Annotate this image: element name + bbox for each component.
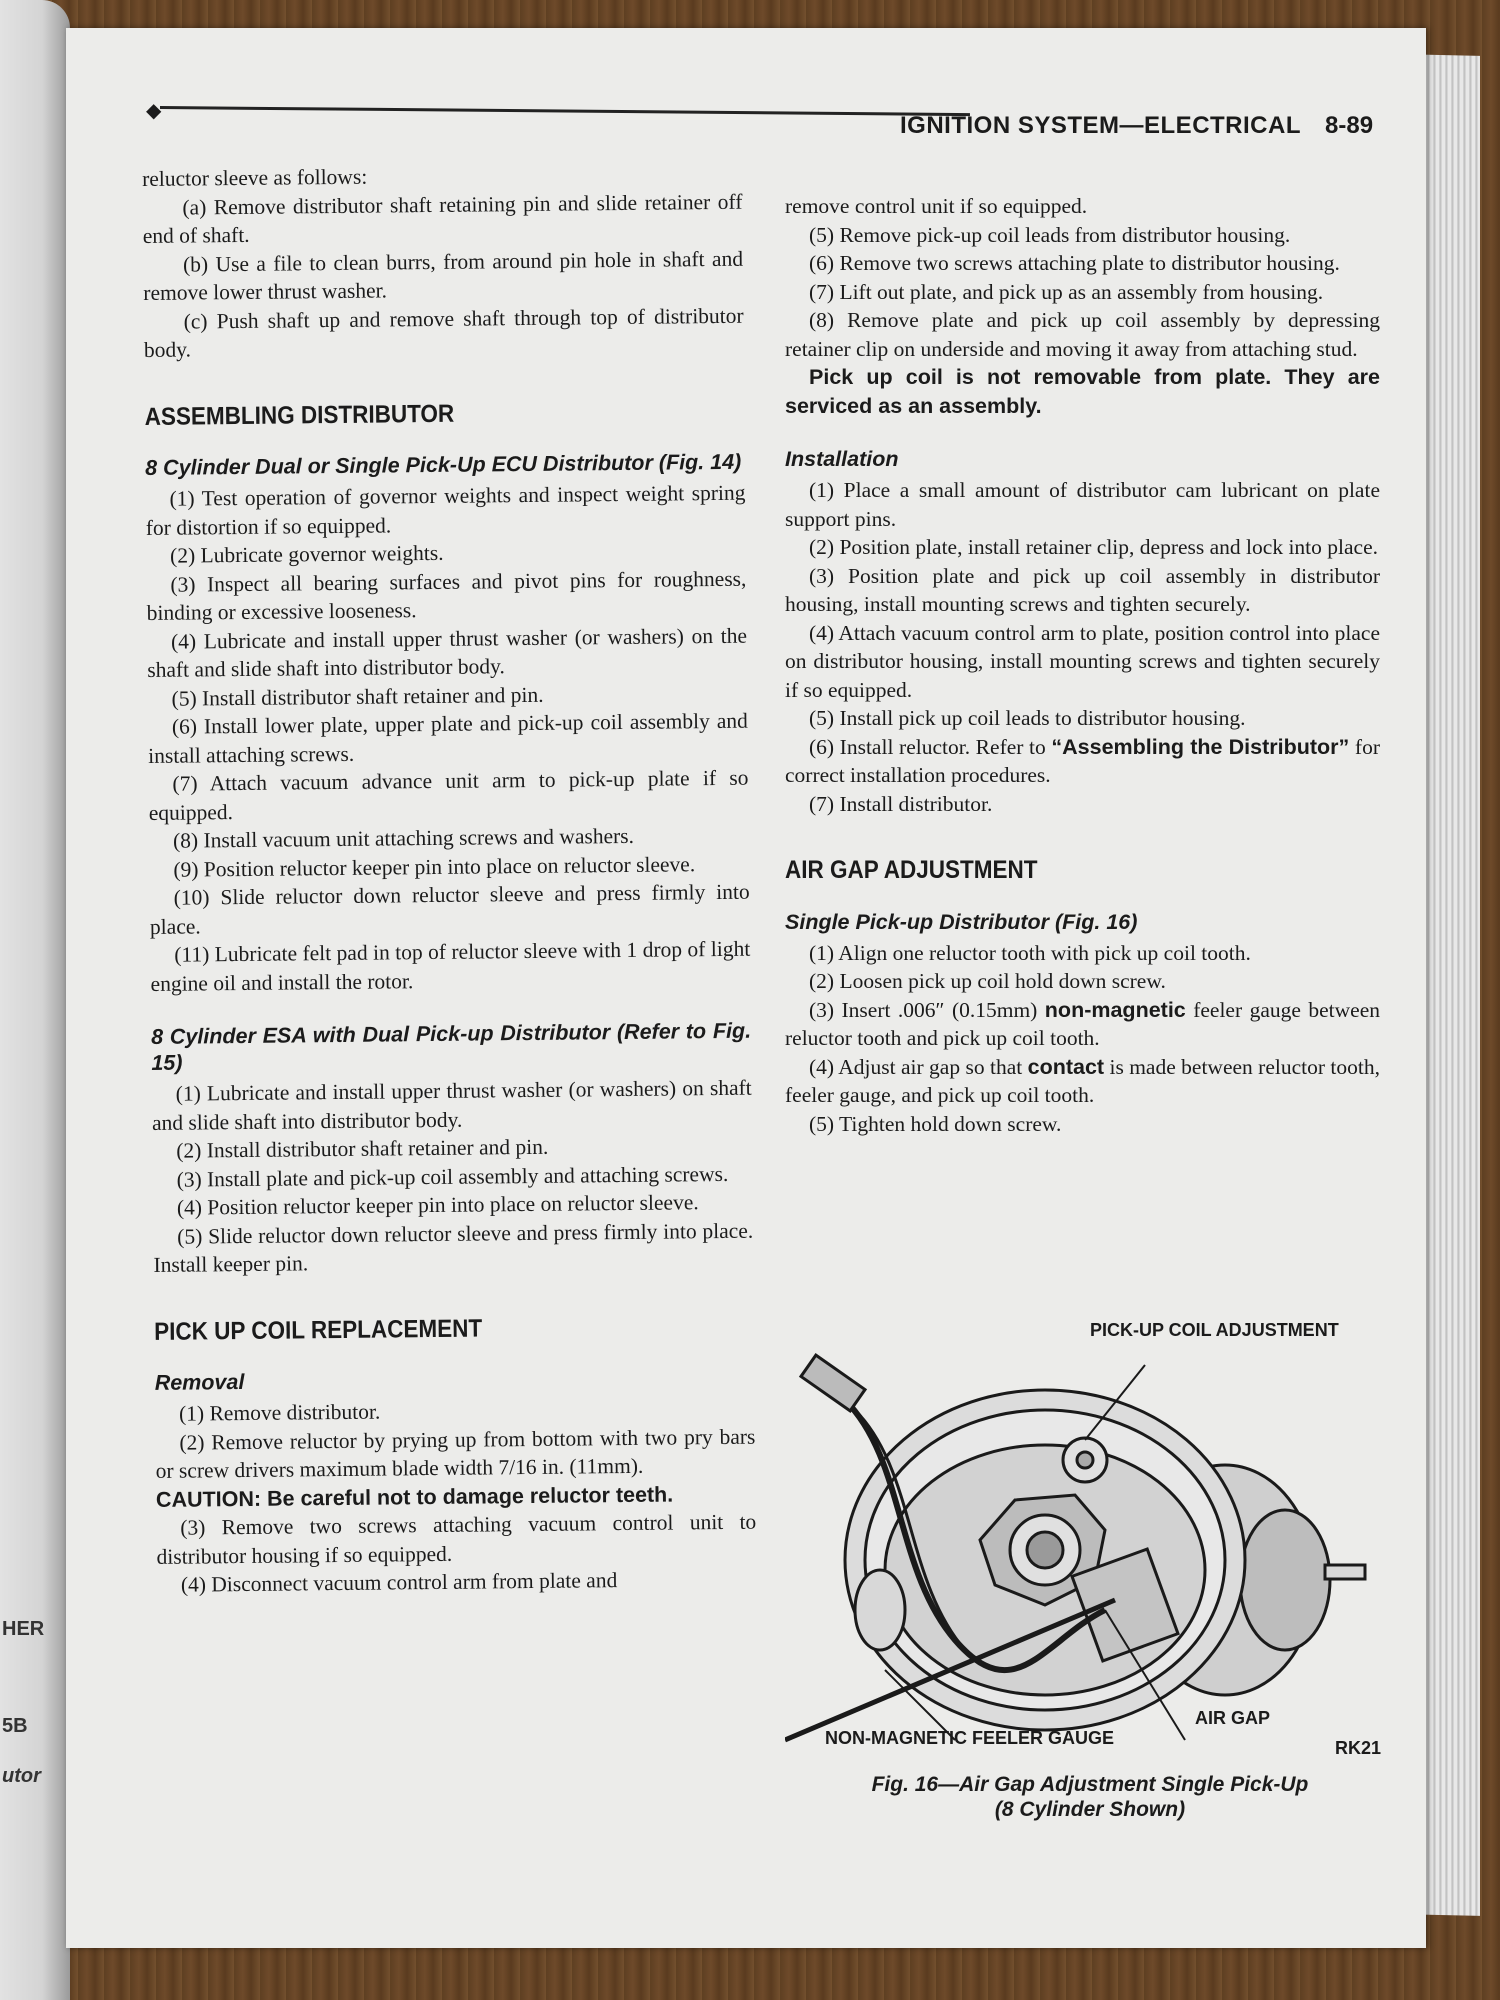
subsection-heading: 8 Cylinder ESA with Dual Pick-up Distributor (Refer to Fig. 15)	[151, 1018, 752, 1075]
section-heading: PICK UP COIL REPLACEMENT	[154, 1314, 483, 1346]
step-text: feeler gauge between reluctor tooth and pick up coil tooth.	[785, 997, 1380, 1050]
step-text: is made between reluctor tooth, feeler gauge, and pick up coil tooth.	[785, 1054, 1380, 1107]
subsection-heading: Removal	[154, 1369, 245, 1395]
label-pickup-coil-adjustment: PICK-UP COIL ADJUSTMENT	[1090, 1320, 1339, 1340]
step: (c) Push shaft up and remove shaft through top of distributor body.	[143, 303, 744, 362]
facing-page-text: utor	[2, 1765, 41, 1787]
right-column	[785, 192, 1380, 1138]
subsection-heading: Single Pick-up Distributor (Fig. 16)	[785, 909, 1138, 934]
step: (3) Position plate and pick up coil assembly in distributor housing, install mounting screws and tighten securely.	[785, 563, 1380, 616]
step: (7) Lift out plate, and pick up as an assembly from housing.	[809, 279, 1324, 304]
step-text: (4) Adjust air gap so that	[809, 1054, 1028, 1079]
figure-caption	[800, 1772, 1380, 1822]
step: (3) Inspect all bearing surfaces and pivot pins for roughness, binding or excessive looseness.	[146, 566, 747, 625]
step: (2) Loosen pick up coil hold down screw.	[809, 969, 1166, 993]
caption-line: Fig. 16—Air Gap Adjustment Single Pick-Up	[871, 1773, 1309, 1796]
facing-page-text: HER	[2, 1618, 45, 1640]
running-header-title: IGNITION SYSTEM—ELECTRICAL	[900, 112, 1302, 139]
facing-page-text: 5B	[2, 1715, 28, 1737]
section-heading: ASSEMBLING DISTRIBUTOR	[144, 399, 455, 431]
caption-line: (8 Cylinder Shown)	[994, 1798, 1186, 1821]
label-air-gap: AIR GAP	[1195, 1708, 1271, 1728]
step: (5) Remove pick-up coil leads from distributor housing.	[809, 222, 1291, 247]
step: (5) Tighten hold down screw.	[809, 1111, 1062, 1136]
facing-page-edge	[0, 0, 70, 2000]
step: (7) Install distributor.	[809, 791, 993, 816]
step: (4) Position reluctor keeper pin into place on reluctor sleeve.	[176, 1190, 699, 1220]
step: (5) Slide reluctor down reluctor sleeve and press firmly into place. Install keeper pin.	[153, 1218, 754, 1277]
step: (b) Use a file to clean burrs, from around pin hole in shaft and remove lower thrust washer.	[143, 246, 744, 305]
step: (6) Install lower plate, upper plate and pick-up coil assembly and install attaching screws.	[148, 708, 748, 768]
section-heading: AIR GAP ADJUSTMENT	[785, 856, 1038, 884]
figure-code: RK21	[1335, 1738, 1382, 1758]
header-diamond-icon: ◆	[146, 100, 162, 122]
step: (6) Remove two screws attaching plate to distributor housing.	[809, 251, 1340, 275]
emphasis: non-magnetic	[1044, 997, 1186, 1022]
step: (a) Remove distributor shaft retaining pin and slide retainer off end of shaft.	[142, 189, 743, 248]
step: (10) Slide reluctor down reluctor sleeve and press firmly into place.	[149, 879, 750, 939]
step: (1) Lubricate and install upper thrust washer (or washers) on shaft and slide shaft into distributor body.	[151, 1075, 752, 1135]
caution-note: CAUTION: Be careful not to damage reluctor teeth.	[155, 1482, 674, 1512]
emphasis: contact	[1027, 1054, 1105, 1079]
step: (1) Test operation of governor weights and inspect weight spring for distortion if so equipped.	[145, 480, 746, 540]
step-text: (3) Insert .006″ (0.15mm)	[809, 997, 1045, 1022]
step: (3) Install plate and pick-up coil assembly and attaching screws.	[176, 1161, 729, 1192]
step-text: for correct installation procedures.	[785, 734, 1380, 787]
step: (2) Install distributor shaft retainer and pin.	[176, 1134, 549, 1163]
page-number: 8-89	[1325, 112, 1374, 139]
paragraph: reluctor sleeve as follows:	[142, 164, 368, 191]
step: (8) Remove plate and pick up coil assembly by depressing retainer clip on underside and moving it away from attaching stud.	[785, 308, 1380, 361]
cross-reference: “Assembling the Distributor”	[1051, 734, 1350, 759]
label-feeler-gauge: NON-MAGNETIC FEELER GAUGE	[825, 1728, 1115, 1748]
step: (2) Position plate, install retainer clip, depress and lock into place.	[809, 535, 1378, 559]
subsection-heading: Installation	[785, 447, 899, 471]
step: (3) Remove two screws attaching vacuum control unit to distributor housing if so equipped.	[156, 1509, 757, 1569]
note: Pick up coil is not removable from plate. They are serviced as an assembly.	[785, 365, 1380, 418]
paragraph: remove control unit if so equipped.	[785, 194, 1088, 218]
step: (8) Install vacuum unit attaching screws and washers.	[172, 823, 635, 853]
step-text: (6) Install reluctor. Refer to	[809, 734, 1052, 759]
step: (4) Attach vacuum control arm to plate, position control into place on distributor housing, install mounting screws and tighten securely if so equipped.	[785, 620, 1380, 702]
left-column	[142, 159, 757, 1600]
step	[785, 733, 1380, 790]
distributor-illustration	[785, 1310, 1385, 1790]
step: (2) Remove reluctor by prying up from bottom with two pry bars or screw drivers maximum blade width 7/16 in. (11mm).	[155, 1424, 756, 1483]
subsection-heading: 8 Cylinder Dual or Single Pick-Up ECU Distributor (Fig. 14)	[145, 449, 742, 480]
step: (4) Lubricate and install upper thrust washer (or washers) on the shaft and slide shaft into distributor body.	[147, 623, 748, 682]
step: (11) Lubricate felt pad in top of reluctor sleeve with 1 drop of light engine oil and install the rotor.	[150, 936, 751, 996]
step: (1) Remove distributor.	[178, 1399, 381, 1426]
step: (2) Lubricate governor weights.	[169, 540, 444, 568]
step: (5) Install distributor shaft retainer and pin.	[171, 682, 544, 711]
step: (5) Install pick up coil leads to distributor housing.	[809, 706, 1246, 730]
step	[785, 1053, 1380, 1110]
step	[785, 996, 1380, 1053]
step: (1) Place a small amount of distributor cam lubricant on plate support pins.	[785, 478, 1380, 531]
step: (4) Disconnect vacuum control arm from plate and	[180, 1568, 618, 1597]
figure-16	[785, 1310, 1385, 1790]
step: (7) Attach vacuum advance unit arm to pick-up plate if so equipped.	[148, 765, 749, 825]
step: (1) Align one reluctor tooth with pick up coil tooth.	[809, 940, 1251, 965]
step: (9) Position reluctor keeper pin into place on reluctor sleeve.	[173, 851, 696, 882]
